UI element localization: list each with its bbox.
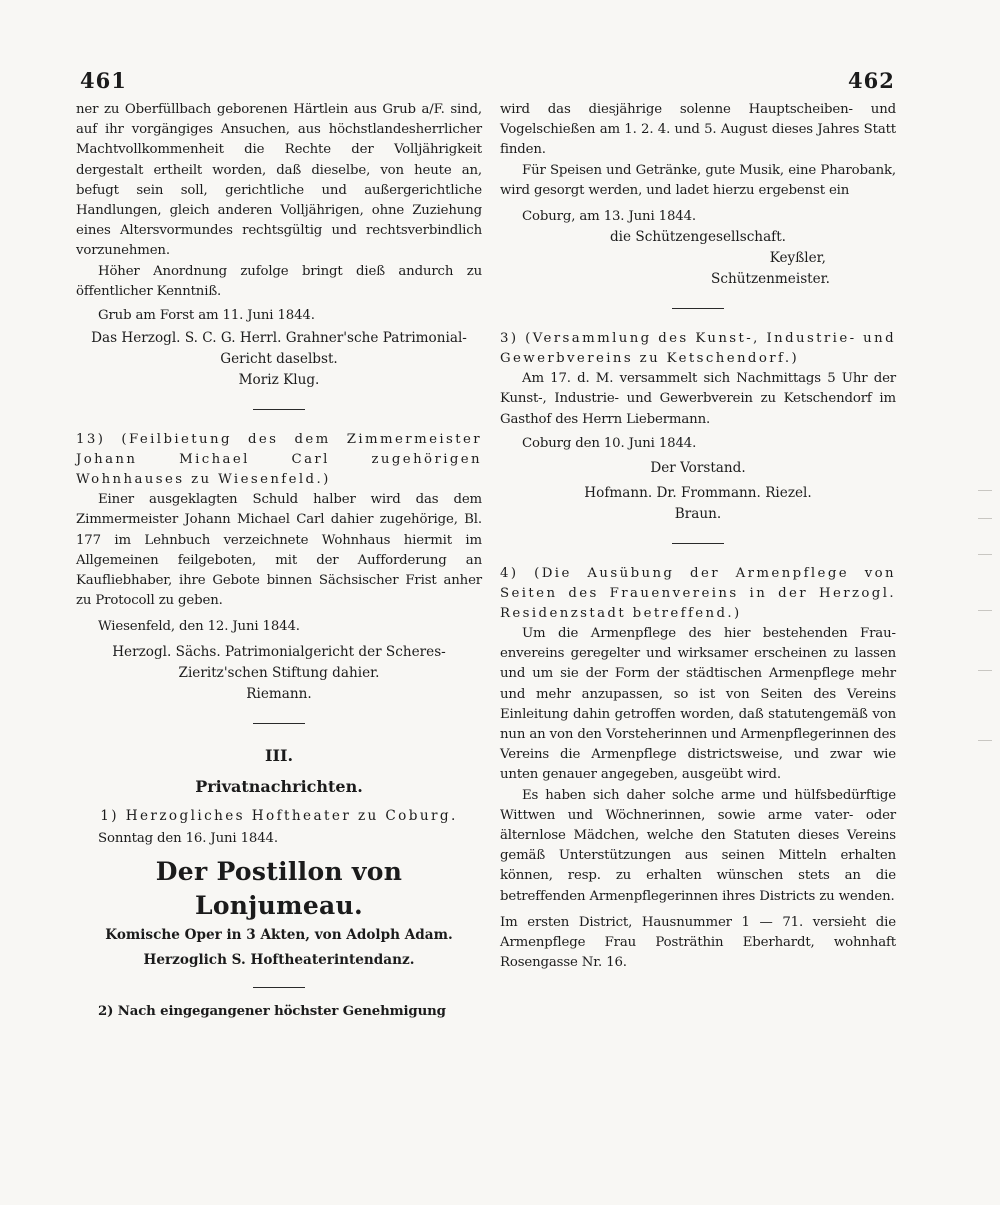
right-column (500, 100, 896, 973)
page-number-left: 461 (80, 68, 127, 93)
separator-rule (253, 723, 305, 724)
intro-notice: Höher Anordnung zufolge bringt dieß andurch zu öffentlicher Kenntniß. (76, 263, 482, 299)
item2-body: Für Speisen und Getränke, gute Musik, eine Pharobank, wird gesorgt werden, und ladet hierzu ergebenst ein (500, 162, 896, 198)
authority-scheres: Herzogl. Sächs. Patrimonialgericht der Scheres-Zieritz'schen Stiftung dahier. (112, 643, 446, 681)
item4-district-1: Im ersten District, Hausnummer 1 — 71. versieht die Armenpflege Frau Posträthin Eberhardt, wohnhaft Rosengasse Nr. 16. (500, 914, 896, 971)
separator-rule (253, 409, 305, 410)
signature-keyssler: Keyßler, (769, 250, 826, 267)
item3-body: Am 17. d. M. versammelt sich Nachmittags 5 Uhr der Kunst-, Industrie- und Gewerbverein zu Ketschendorf im Gasthof des Herrn Liebermann. (500, 371, 896, 427)
section-title: Privatnachrichten. (195, 776, 363, 796)
item4-heading: 4) (Die Ausübung der Armenpflege von Seiten des Frauenvereins in der Herzogl. Residenzstadt betreffend.) (500, 566, 896, 622)
separator-rule (672, 308, 724, 309)
item3-heading: 3) (Versammlung des Kunst-, Industrie- und Gewerbvereins zu Ketschendorf.) (500, 331, 896, 367)
play-title: Der Postillon von Lonjumeau. (155, 856, 403, 920)
authority-grahner: Das Herzogl. S. C. G. Herrl. Grahner'sche Patrimonial-Gericht daselbst. (91, 330, 467, 368)
item4-paragraph-1: Um die Armenpflege des hier bestehenden Frauenvereins geregelter und wirksamer erscheinen zu lassen und um sie der Form der städtischen Armenpflege mehr und mehr anzupassen, so ist von Seiten des Vereins Einleitung dahin getroffen worden, daß statutengemäß von nun an von den Vorsteherinnen und Armenpflegerinnen des Vereins die Armenpflege districtsweise, und zwar wie unten genauer angegeben, ausgeübt wird. (500, 626, 896, 783)
dateline-coburg-13: Coburg, am 13. Juni 1844. (522, 209, 696, 225)
intro-paragraph: ner zu Oberfüllbach geborenen Härtlein aus Grub a/F. sind, auf ihr vorgängiges Ansuchen, aus höchstlandesherrlicher Machtvollkommenheit die Rechte der Volljährigkeit dergestalt ertheilt worden, daß dieselbe, von heute an, befugt sein soll, gerichtliche und außergerichtliche Handlungen, gleich anderen Volljährigen, ohne Zuziehung eines Altersvormundes rechtsgültig und rechtsverbindlich vorzunehmen. (76, 102, 482, 259)
item13-body: Einer ausgeklagten Schuld halber wird das dem Zimmermeister Johann Michael Carl dahier zugehörige, Bl. 177 im Lehnbuch verzeichnete Wohnhaus hiermit im Allgemeinen feilgeboten, mit der Aufforderung an Kaufliebhaber, ihre Gebote binnen Sächsischer Frist anher zu Protocoll zu geben. (76, 492, 482, 609)
shooting-society: die Schützengesellschaft. (609, 229, 786, 246)
dateline-wiesenfeld: Wiesenfeld, den 12. Juni 1844. (98, 619, 300, 635)
item2-continuation: wird das diesjährige solenne Hauptscheiben- und Vogelschießen am 1. 2. 4. und 5. August dieses Jahres Statt finden. (500, 102, 896, 158)
item1-date: Sonntag den 16. Juni 1844. (98, 830, 278, 846)
separator-rule (672, 543, 724, 544)
signature-title: Schützenmeister. (711, 271, 830, 288)
page-edge-bleed (970, 490, 992, 820)
separator-rule (253, 987, 305, 988)
board-names: Hofmann. Dr. Frommann. Riezel. (584, 485, 812, 502)
play-authority: Herzoglich S. Hoftheaterintendanz. (143, 951, 415, 968)
signature-klug: Moriz Klug. (238, 372, 320, 389)
left-column (76, 100, 482, 1022)
page-number-right: 462 (848, 68, 895, 93)
board-label: Der Vorstand. (650, 460, 746, 477)
dateline-grub: Grub am Forst am 11. Juni 1844. (98, 308, 315, 324)
item2-start: 2) Nach eingegangener höchster Genehmigung (98, 1003, 446, 1019)
dateline-coburg-10: Coburg den 10. Juni 1844. (522, 435, 697, 451)
board-name-braun: Braun. (674, 506, 722, 523)
play-subtitle: Komische Oper in 3 Akten, von Adolph Adam. (105, 926, 453, 943)
item13-heading: 13) (Feilbietung des dem Zimmermeister Johann Michael Carl zugehörigen Wohnhauses zu Wiesenfeld.) (76, 432, 482, 488)
item1-heading: 1) Herzogliches Hoftheater zu Coburg. (100, 807, 458, 824)
section-numeral: III. (264, 745, 294, 765)
signature-riemann: Riemann. (246, 685, 312, 702)
item4-paragraph-2: Es haben sich daher solche arme und hülfsbedürftige Wittwen und Wöchnerinnen, sowie arme vater- oder älternlose Mädchen, welche den Statuten dieses Vereins gemäß Unterstützungen aus seinen Mitteln erhalten können, resp. zu erhalten wünschen stets an die betreffenden Armenpflegerinnen ihres Districts zu wenden. (500, 787, 896, 904)
